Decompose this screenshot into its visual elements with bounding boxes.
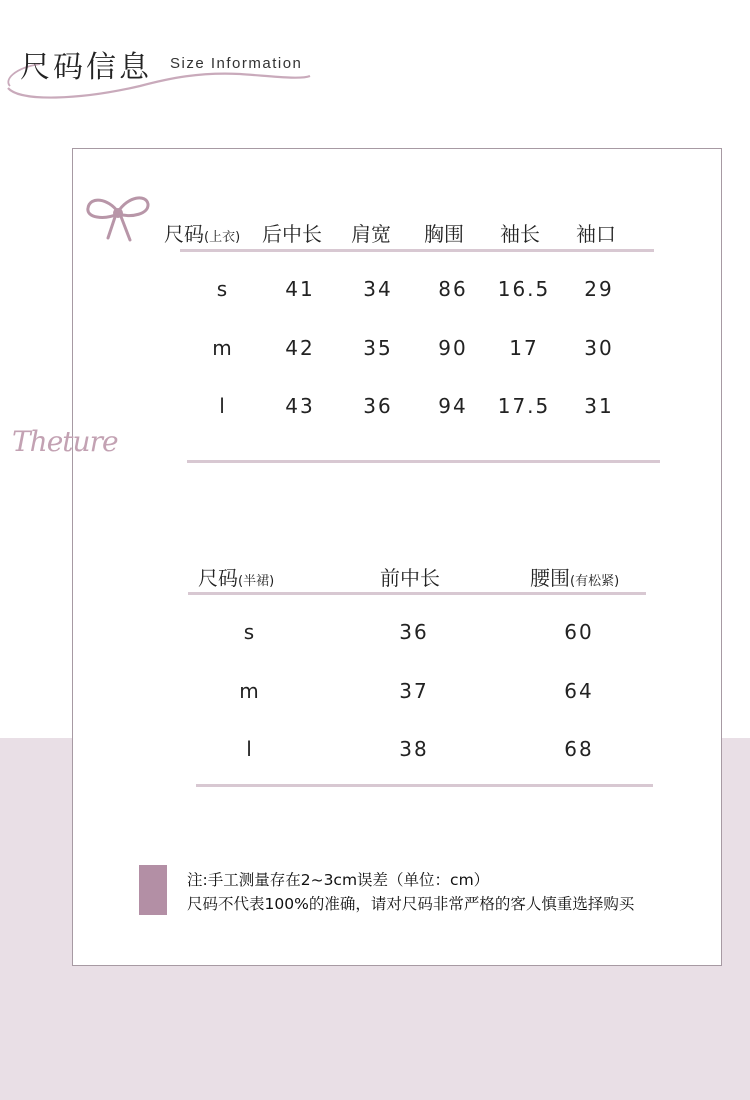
- table-cell: 36: [363, 394, 393, 418]
- size-label: s: [216, 277, 230, 301]
- header-cuff: 袖口: [576, 222, 616, 246]
- table-cell: 34: [363, 277, 393, 301]
- table-bottom-divider: [187, 460, 660, 463]
- note-disclaimer: 尺码不代表100%的准确，请对尺码非常严格的客人慎重选择购买: [187, 895, 635, 913]
- size-label: m: [239, 679, 261, 703]
- header-size: 尺码(半裙): [198, 566, 275, 590]
- size-label: l: [246, 737, 254, 761]
- table-cell: 17: [509, 336, 539, 360]
- note-accent-bar: [139, 865, 167, 915]
- header-divider: [180, 249, 654, 252]
- table-bottom-divider: [196, 784, 653, 787]
- header-waist: 腰围(有松紧): [530, 566, 620, 590]
- table-cell: 64: [564, 679, 594, 703]
- bow-icon: [86, 190, 150, 248]
- size-label: s: [243, 620, 257, 644]
- table-cell: 30: [584, 336, 614, 360]
- note-measurement: 注:手工测量存在2~3cm误差（单位：cm）: [187, 871, 490, 889]
- table-cell: 90: [438, 336, 468, 360]
- table-cell: 17.5: [497, 394, 551, 418]
- size-label: l: [219, 394, 227, 418]
- table-cell: 38: [399, 737, 429, 761]
- table-cell: 41: [285, 277, 315, 301]
- page-header: [0, 0, 750, 110]
- table-cell: 29: [584, 277, 614, 301]
- table-cell: 86: [438, 277, 468, 301]
- table-cell: 42: [285, 336, 315, 360]
- table-cell: 31: [584, 394, 614, 418]
- brand-watermark: Theture: [12, 425, 118, 458]
- header-size: 尺码(上衣): [164, 222, 241, 246]
- size-card: [72, 148, 722, 966]
- table-cell: 94: [438, 394, 468, 418]
- page-title: 尺码信息: [20, 50, 152, 85]
- header-divider: [188, 592, 646, 595]
- table-cell: 35: [363, 336, 393, 360]
- header-front-length: 前中长: [380, 566, 440, 590]
- table-cell: 60: [564, 620, 594, 644]
- table-cell: 16.5: [497, 277, 551, 301]
- header-back-length: 后中长: [262, 222, 322, 246]
- table-cell: 37: [399, 679, 429, 703]
- table-cell: 36: [399, 620, 429, 644]
- header-shoulder: 肩宽: [351, 222, 391, 246]
- table-cell: 68: [564, 737, 594, 761]
- size-label: m: [212, 336, 234, 360]
- page-subtitle: Size Information: [170, 55, 303, 72]
- header-bust: 胸围: [424, 222, 464, 246]
- table-cell: 43: [285, 394, 315, 418]
- header-sleeve-length: 袖长: [500, 222, 540, 246]
